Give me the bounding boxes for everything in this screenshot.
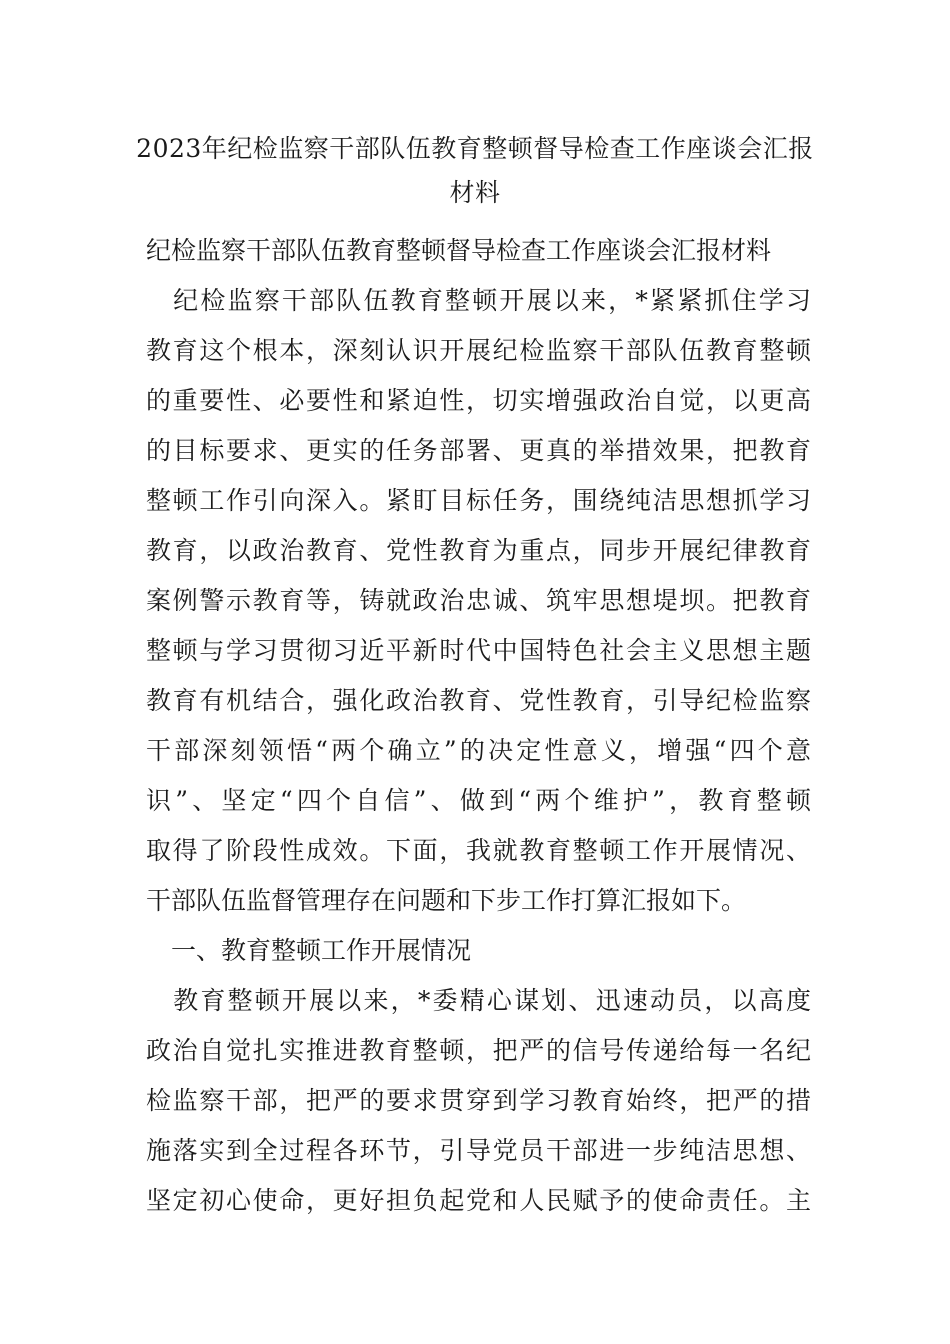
body-line: 整顿与学习贯彻习近平新时代中国特色社会主义思想主题 [146,636,811,665]
body-line: 干部深刻领悟“两个确立”的决定性意义，增强“四个意 [146,736,811,765]
body-line: 纪检监察干部队伍教育整顿开展以来，*紧紧抓住学习 [146,286,811,315]
section-heading: 一、教育整顿工作开展情况 [146,936,472,965]
document-title: 2023年纪检监察干部队伍教育整顿督导检查工作座谈会汇报材料 [136,134,814,207]
body-line: 的目标要求、更实的任务部署、更真的举措效果，把教育 [146,436,811,465]
body-line: 教育，以政治教育、党性教育为重点，同步开展纪律教育 [146,536,811,565]
body-line: 干部队伍监督管理存在问题和下步工作打算汇报如下。 [146,886,747,915]
body-line: 取得了阶段性成效。下面，我就教育整顿工作开展情况、 [146,836,811,865]
body-line: 案例警示教育等，铸就政治忠诚、筑牢思想堤坝。把教育 [146,586,811,615]
body-line: 教育有机结合，强化政治教育、党性教育，引导纪检监察 [146,686,811,715]
subtitle-line: 纪检监察干部队伍教育整顿督导检查工作座谈会汇报材料 [146,236,772,265]
body-line: 政治自觉扎实推进教育整顿，把严的信号传递给每一名纪 [146,1036,811,1065]
body-line: 识”、坚定“四个自信”、做到“两个维护”，教育整顿 [146,786,811,815]
body-line: 教育这个根本，深刻认识开展纪检监察干部队伍教育整顿 [146,336,811,365]
body-line: 的重要性、必要性和紧迫性，切实增强政治自觉，以更高 [146,386,811,415]
body-line: 整顿工作引向深入。紧盯目标任务，围绕纯洁思想抓学习 [146,486,811,515]
body-line: 坚定初心使命，更好担负起党和人民赋予的使命责任。主 [146,1186,811,1215]
body-line: 施落实到全过程各环节，引导党员干部进一步纯洁思想、 [146,1136,811,1165]
body-line: 教育整顿开展以来，*委精心谋划、迅速动员，以高度 [146,986,811,1015]
body-line: 检监察干部，把严的要求贯穿到学习教育始终，把严的措 [146,1086,811,1115]
